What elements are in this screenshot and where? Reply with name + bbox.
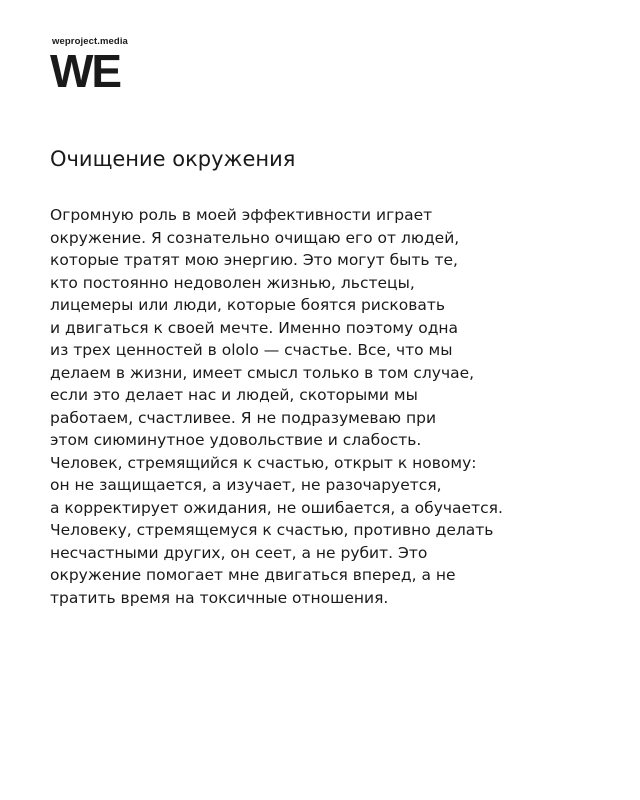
body-line: этом сиюминутное удовольствие и слабость. xyxy=(50,431,422,449)
body-line: лицемеры или люди, которые боятся рисковать xyxy=(50,296,446,314)
body-line: кто постоянно недоволен жизнью, льстецы, xyxy=(50,273,415,292)
article-body xyxy=(50,204,503,609)
body-line: работаем, счастливее. Я не подразумеваю при xyxy=(50,408,437,427)
body-line: если это делает нас и людей, скоторыми мы xyxy=(50,386,418,404)
body-line: окружение. Я сознательно очищаю его от людей, xyxy=(50,228,460,247)
article-title: Очищение окружения xyxy=(50,147,296,171)
body-line: из трех ценностей в ololo — счастье. Все, что мы xyxy=(50,341,453,359)
body-line: Человеку, стремящемуся к счастью, противно делать xyxy=(50,521,494,539)
body-line: и двигаться к своей мечте. Именно поэтому одна xyxy=(50,318,459,337)
body-line: несчастными других, он сеет, а не рубит. Это xyxy=(50,543,428,562)
brand-logo-block xyxy=(50,36,128,97)
body-line: Человек, стремящийся к счастью, открыт к новому: xyxy=(50,453,477,472)
body-line: делаем в жизни, имеет смысл только в том случае, xyxy=(50,363,475,382)
body-line: он не защищается, а изучает, не разочаруется, xyxy=(50,476,442,494)
brand-site-name: weproject.media xyxy=(52,36,128,47)
body-line: тратить время на токсичные отношения. xyxy=(50,588,389,607)
brand-logo: WE xyxy=(50,45,121,97)
body-line: окружение помогает мне двигаться вперед, а не xyxy=(50,566,456,584)
body-line: которые тратят мою энергию. Это могут быть те, xyxy=(50,251,458,269)
body-line: Огромную роль в моей эффективности играет xyxy=(50,206,433,224)
body-line: а корректирует ожидания, не ошибается, а обучается. xyxy=(50,498,503,517)
